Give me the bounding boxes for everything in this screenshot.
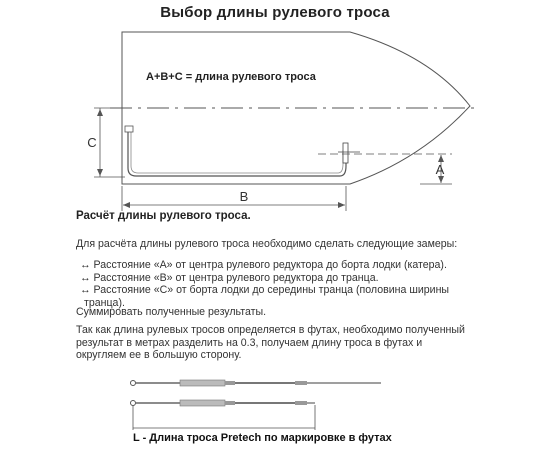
note-line-1: Так как длина рулевых тросов определяется в футах, необходимо полученный bbox=[76, 324, 465, 336]
cable-bottom bbox=[131, 400, 316, 406]
intro-text: Для расчёта длины рулевого троса необходимо сделать следующие замеры: bbox=[76, 238, 458, 250]
page-title: Выбор длины рулевого троса bbox=[160, 4, 390, 21]
helm-connector bbox=[125, 126, 133, 132]
section-heading: Расчёт длины рулевого троса. bbox=[76, 210, 251, 222]
bullet-c-cont: транца). bbox=[84, 296, 125, 309]
note-text bbox=[76, 324, 465, 362]
label-c: C bbox=[87, 135, 97, 150]
l-dimension bbox=[133, 405, 315, 430]
cable-length-caption: L - Длина троса Pretech по маркировке в футах bbox=[133, 432, 392, 444]
measurement-list bbox=[80, 259, 449, 309]
formula-text: A+B+C = длина рулевого троса bbox=[146, 71, 316, 83]
bullet-a: ↔ Расстояние «А» от центра рулевого редуктора до борта лодки (катера). bbox=[80, 259, 447, 271]
bullet-b: ↔ Расстояние «В» от центра рулевого редуктора до транца. bbox=[80, 271, 379, 284]
cable-route bbox=[128, 130, 346, 176]
bullet-c: ↔ Расстояние «С» от борта лодки до середины транца (половина ширины bbox=[80, 284, 450, 296]
label-a: A bbox=[435, 162, 445, 177]
note-line-3: округляем ее в большую сторону. bbox=[76, 349, 242, 361]
note-line-2: результат в метрах разделить на 0.3, получаем длину троса в футах и bbox=[76, 336, 423, 349]
steering-unit bbox=[343, 143, 348, 163]
label-b: B bbox=[239, 189, 249, 204]
sum-text: Суммировать полученные результаты. bbox=[76, 306, 267, 318]
cable-top bbox=[131, 380, 382, 386]
